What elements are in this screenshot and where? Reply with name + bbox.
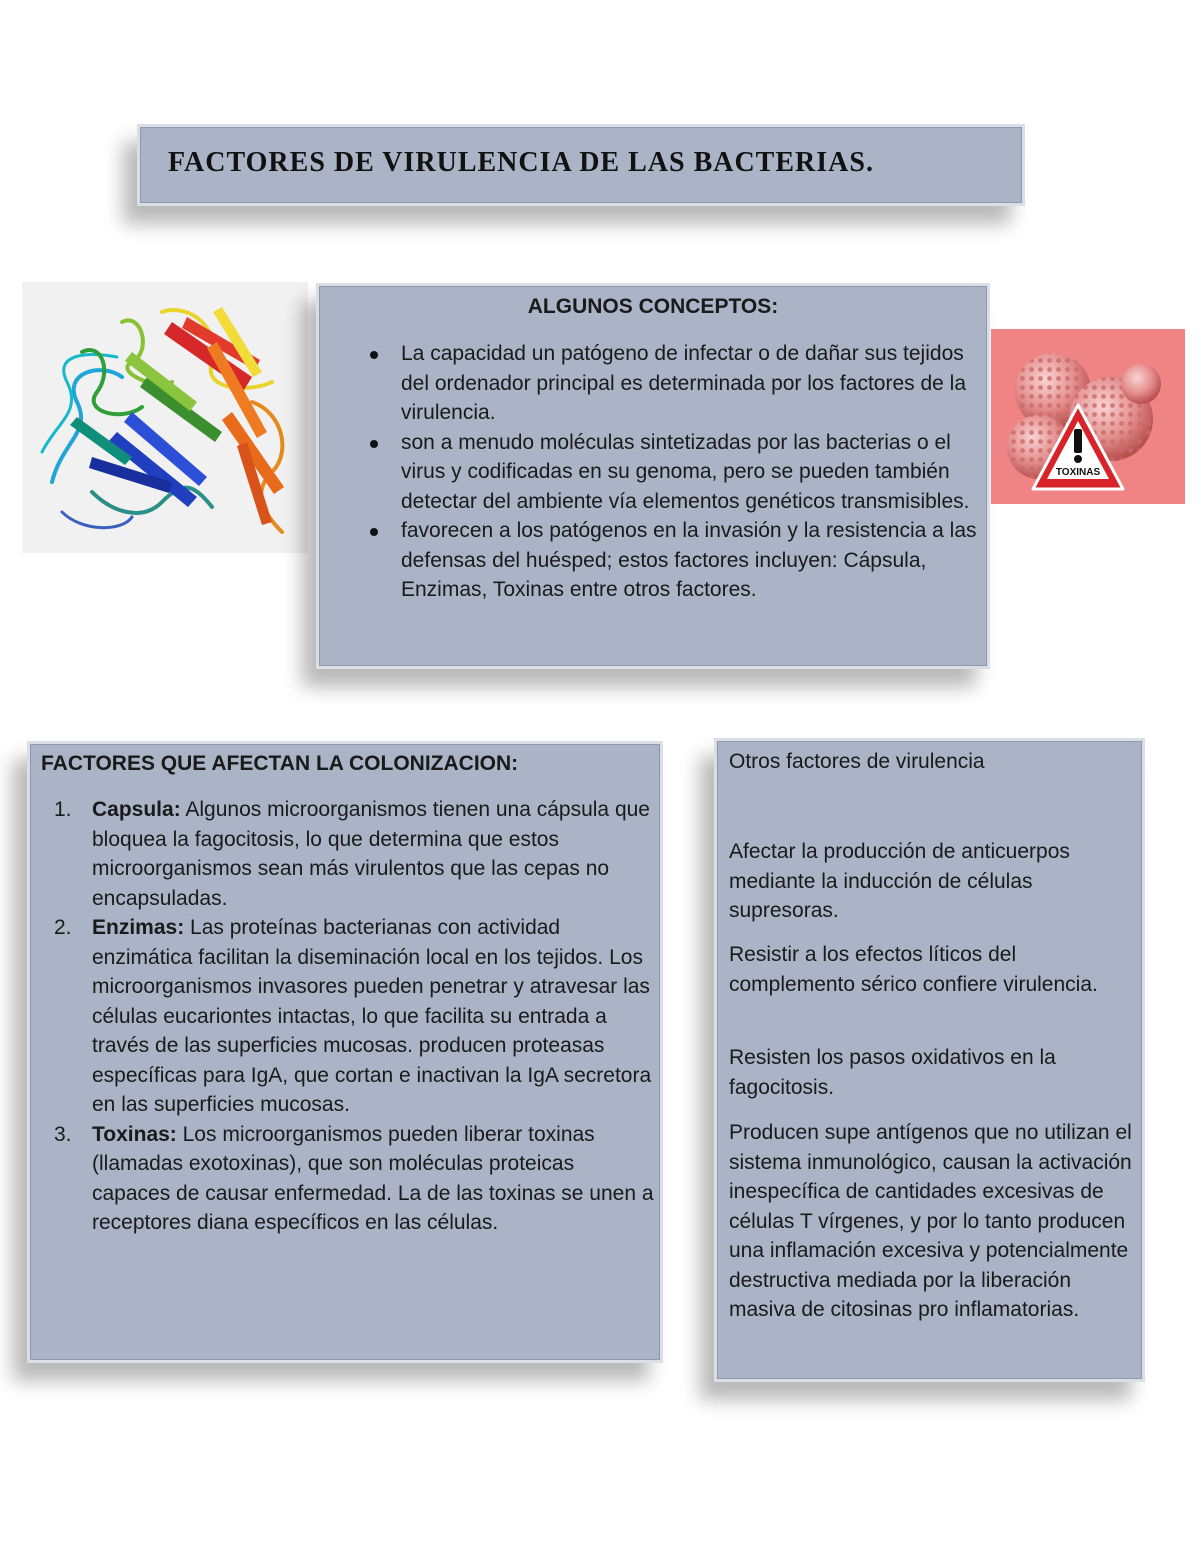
factor-text: Algunos microorganismos tienen una cápsula que bloquea la fagocitosis, lo que determina que estos microorganismos sean más virulentos que las cepas no encapsuladas.: [92, 798, 650, 910]
protein-ribbon-icon: [22, 282, 308, 553]
other-factor-paragraph: Producen supe antígenos que no utilizan el sistema inmunológico, causan la activación inespecífica de cantidades excesivas de células T vírgenes, y por lo tanto producen una inflamación excesiva y potencialmente destructiva mediada por la liberación masiva de citosinas pro inflamatorias.: [729, 1121, 1132, 1321]
factor-text: Los microorganismos pueden liberar toxinas (llamadas exotoxinas), que son moléculas proteicas capaces de causar enfermedad. La de las toxinas se unen a receptores diana específicos en las células.: [92, 1122, 654, 1234]
protein-structure-image: [22, 282, 308, 553]
other-factors-box: [714, 738, 1145, 1382]
list-item: La capacidad un patógeno de infectar o de dañar sus tejidos del ordenador principal es determinada por los factores de la virulencia.: [367, 339, 977, 428]
other-factor-paragraph: Afectar la producción de anticuerpos mediante la inducción de células supresoras.: [729, 840, 1070, 922]
list-number: 1.: [54, 798, 72, 821]
page-title: FACTORES DE VIRULENCIA DE LAS BACTERIAS.: [168, 147, 874, 178]
other-factor-paragraph: Resistir a los efectos líticos del complemento sérico confiere virulencia.: [729, 943, 1098, 996]
factor-text: Las proteínas bacterianas con actividad enzimática facilitan la diseminación local en los tejidos. Los microorganismos invasores pueden penetrar y atravesar las células eucariontes intactas, lo que facilita su entrada a través de las superficies mucosas. producen proteasas específicas para IgA, que cortan e inactivan la IgA secretora en las superficies mucosas.: [92, 916, 652, 1116]
list-item: [54, 913, 654, 1120]
colonization-box: [27, 741, 663, 1363]
colonization-heading: FACTORES QUE AFECTAN LA COLONIZACION:: [41, 752, 519, 775]
virus-warning-icon: [991, 329, 1185, 504]
concepts-heading: ALGUNOS CONCEPTOS:: [527, 295, 779, 318]
factor-term: Capsula:: [92, 798, 181, 821]
factor-term: Toxinas:: [92, 1122, 177, 1146]
list-number: 2.: [54, 916, 72, 939]
concepts-box: [316, 283, 990, 669]
list-item: [54, 795, 654, 913]
title-box: [137, 124, 1025, 206]
colonization-list: [54, 795, 654, 1238]
list-item: favorecen a los patógenos en la invasión y la resistencia a las defensas del huésped; estos factores incluyen: Cápsula, Enzimas, Toxinas entre otros factores.: [367, 516, 977, 605]
other-factor-paragraph: Resisten los pasos oxidativos en la fagocitosis.: [729, 1046, 1056, 1099]
other-factors-heading: Otros factores de virulencia: [729, 750, 985, 773]
concepts-list: [367, 339, 977, 605]
list-number: 3.: [54, 1122, 72, 1146]
list-item: son a menudo moléculas sintetizadas por las bacterias o el virus y codificadas en su genoma, pero se pueden también detectar del ambiente vía elementos genéticos transmisibles.: [367, 428, 977, 517]
toxins-image: [991, 329, 1185, 504]
list-item: [54, 1120, 654, 1238]
factor-term: Enzimas:: [92, 916, 185, 939]
toxins-label: TOXINAS: [1055, 467, 1101, 478]
